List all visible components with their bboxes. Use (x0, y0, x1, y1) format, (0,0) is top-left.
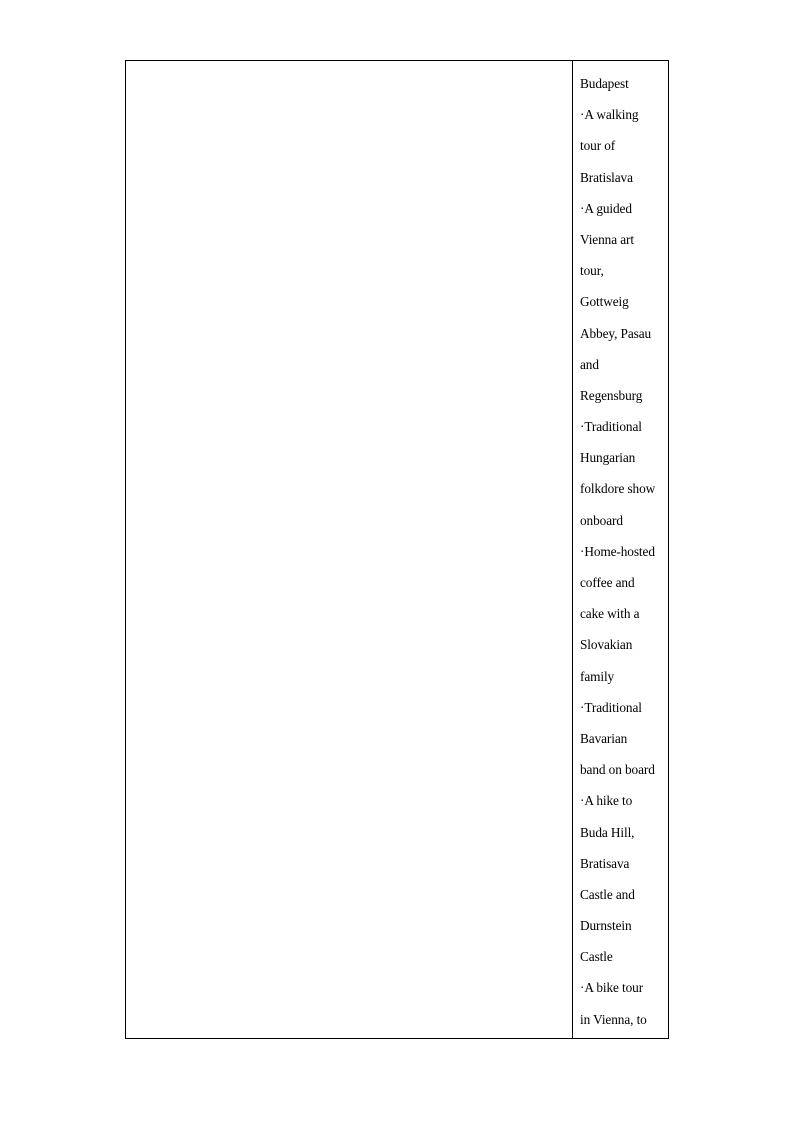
cell-text-line: Bratislava (580, 169, 633, 185)
cell-text-line: ·A guided (580, 200, 632, 216)
cell-text-line: Durnstein (580, 918, 632, 934)
cell-text-line: ·A bike tour (580, 980, 644, 996)
cell-text-line: coffee and (580, 575, 635, 590)
cell-text-line: cake with a (580, 606, 640, 622)
cell-text-line: Castle (580, 949, 613, 965)
cell-text-line: Gottweig (580, 294, 629, 310)
cell-text-line: family (580, 668, 615, 684)
cell-text-line: in Vienna, to (580, 1011, 647, 1027)
cell-text-line: ·Traditional (580, 699, 642, 715)
cell-text-line: ·A walking (580, 107, 639, 123)
cell-text-line: Buda Hill, (580, 824, 635, 840)
cell-text-line: and (580, 356, 599, 372)
cell-text-line: Budapest (580, 76, 629, 91)
cell-text-line: onboard (580, 512, 623, 528)
cell-text-line: folkdore show (580, 481, 656, 497)
cell-text-line: Slovakian (580, 637, 633, 653)
cell-text-line: Hungarian (580, 450, 636, 466)
cell-text-line: Vienna art (580, 231, 634, 247)
cell-text-line: ·A hike to (580, 793, 633, 809)
cell-text-line: Bratisava (580, 855, 630, 871)
table-cell-left (126, 61, 573, 1038)
cell-text-line: band on board (580, 762, 655, 778)
cell-text-line: ·Home-hosted (580, 543, 655, 559)
cell-text-line: Abbey, Pasau (580, 325, 652, 341)
cell-text-line: tour of (580, 138, 616, 154)
itinerary-table (125, 60, 669, 1039)
cell-text-line: ·Traditional (580, 419, 642, 435)
cell-text-line: tour, (580, 263, 604, 279)
cell-text-line: Bavarian (580, 730, 628, 746)
cell-text-line: Regensburg (580, 387, 643, 403)
cell-text-line: Castle and (580, 886, 635, 902)
table-cell-right (573, 61, 668, 1038)
